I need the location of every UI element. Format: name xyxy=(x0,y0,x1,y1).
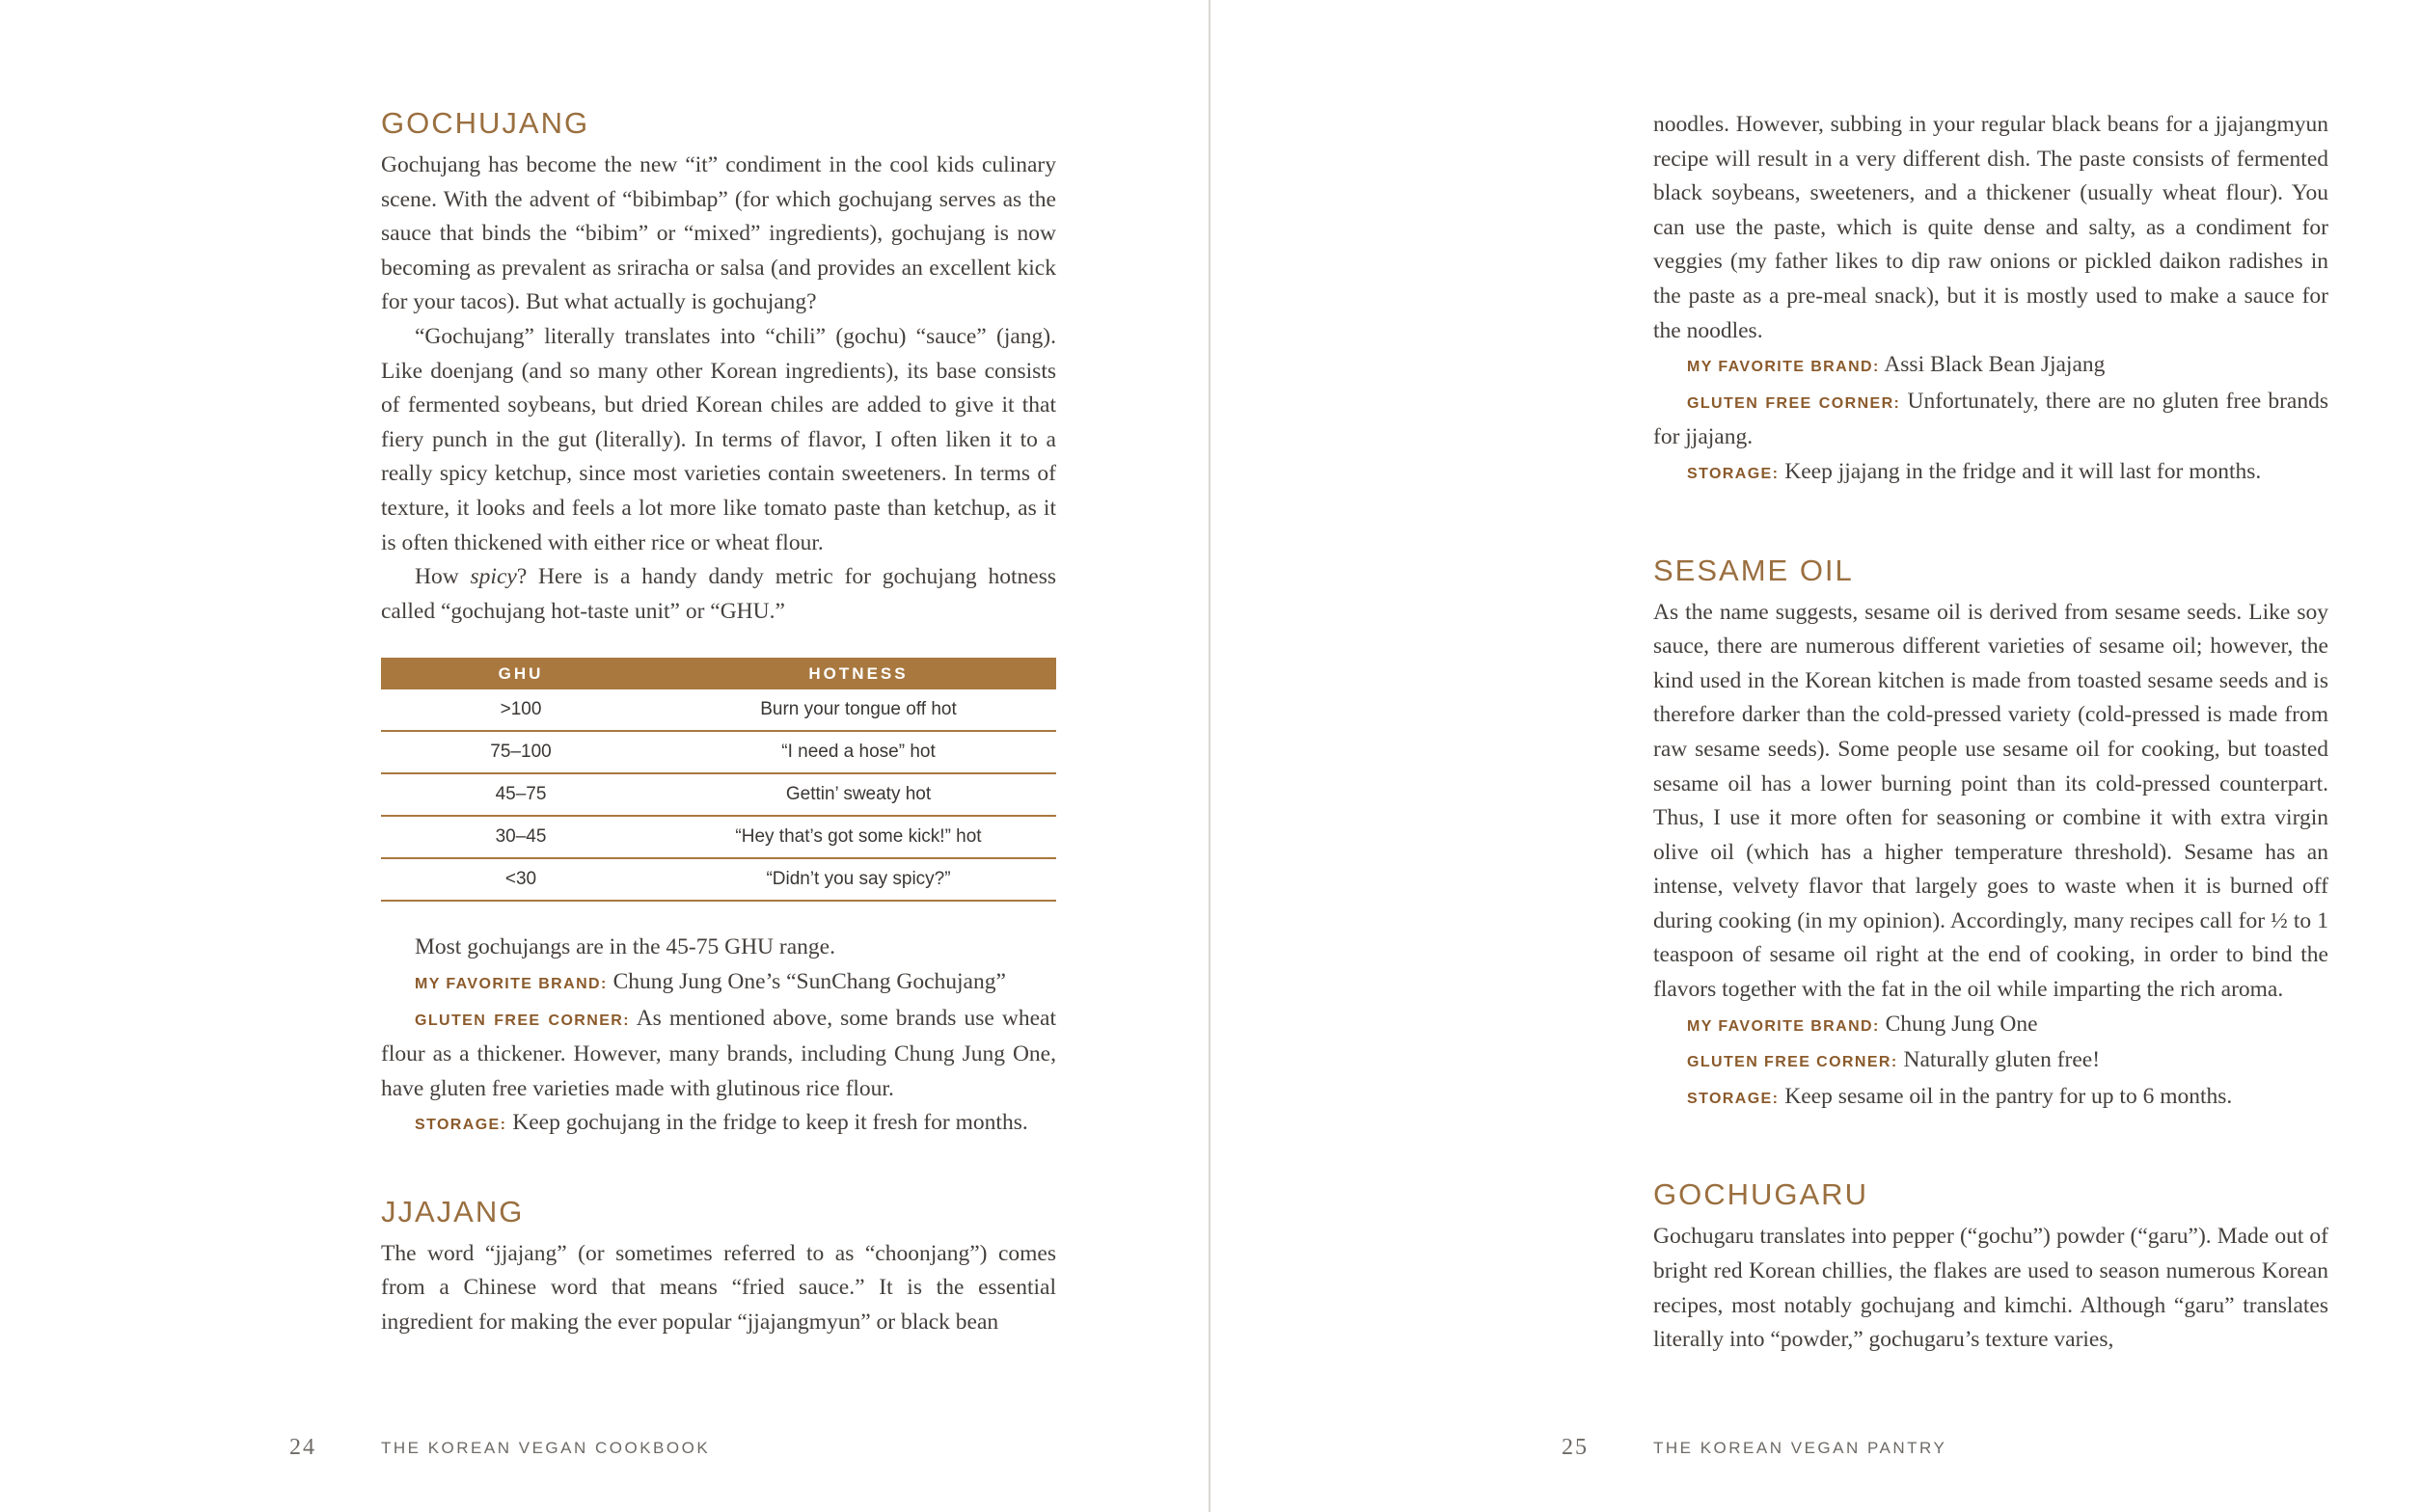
table-row xyxy=(381,773,1056,816)
table-cell-ghu: >100 xyxy=(381,689,661,731)
section-gap xyxy=(1653,492,2328,552)
table-cell-hotness: “Hey that’s got some kick!” hot xyxy=(661,816,1056,858)
table-row xyxy=(381,689,1056,731)
sesame-oil-heading: SESAME OIL xyxy=(1653,553,1854,587)
gochujang-paragraph-4: Most gochujangs are in the 45-75 GHU range. xyxy=(415,934,835,960)
right-column xyxy=(1653,108,2328,1358)
jjajang-continued-paragraph: noodles. However, subbing in your regular black beans for a jjajangmyun recipe will result in a very different dish. The paste consists of fermented black soybeans, sweeteners, and a thickener (usually wheat flour). You can use the paste, which is quite dense and salty, as a condiment for veggies (my father likes to dip raw onions or pickled daikon radishes in the paste as a pre-meal snack), but it is mostly used to make a sauce for the noodles. xyxy=(1653,112,2328,343)
gluten-free-label: GLUTEN FREE CORNER: xyxy=(1687,1054,1898,1071)
brand-label: MY FAVORITE BRAND: xyxy=(1687,1017,1880,1035)
gluten-free-text: Unfortunately, there are no gluten free brands for jjajang. xyxy=(1653,388,2328,450)
gochujang-heading: GOCHUJANG xyxy=(381,106,590,140)
section-gap xyxy=(1653,1116,2328,1175)
gluten-free-text: Naturally gluten free! xyxy=(1897,1047,2101,1073)
running-footer: THE KOREAN VEGAN PANTRY xyxy=(1653,1439,1947,1457)
left-page xyxy=(0,0,1209,1512)
table-cell-ghu: 30–45 xyxy=(381,816,661,858)
ghu-table xyxy=(381,658,1056,902)
storage-text: Keep gochujang in the fridge to keep it fresh for months. xyxy=(506,1110,1028,1136)
gochujang-brand xyxy=(381,965,1056,1002)
sesame-oil-paragraph-1: As the name suggests, sesame oil is derived from sesame seeds. Like soy sauce, there are numerous different varieties of sesame oil; however, the kind used in the Korean kitchen is made from toasted sesame seeds and is therefore darker than the cold-pressed variety (cold-pressed is made from raw sesame seeds). Some people use sesame oil for cooking, but toasted sesame oil has a lower burning point than its cold-pressed counterpart. Thus, I use it more often for seasoning or combine it with extra virgin olive oil (which has a higher temperature threshold). Sesame has an intense, velvety flavor that largely goes to waste when it is burned off during cooking (in my opinion). Accordingly, many recipes call for ½ to 1 teaspoon of sesame oil right at the end of cooking, in order to bind the flavors together with the fat in the oil while imparting the rich aroma. xyxy=(1653,599,2328,1003)
table-cell-ghu: 45–75 xyxy=(381,773,661,816)
jjajang-storage xyxy=(1653,455,2328,492)
table-row xyxy=(381,858,1056,901)
page-number: 24 xyxy=(289,1435,316,1460)
storage-label: STORAGE: xyxy=(1687,465,1780,482)
table-cell-hotness: “Didn’t you say spicy?” xyxy=(661,858,1056,901)
gochujang-paragraph-3 xyxy=(381,560,1056,629)
table-cell-hotness: Burn your tongue off hot xyxy=(661,689,1056,731)
sesame-oil-gluten-free xyxy=(1653,1043,2328,1080)
table-header-hotness: HOTNESS xyxy=(661,658,1056,689)
gochujang-paragraph-1: Gochujang has become the new “it” condiment in the cool kids culinary scene. With the advent of “bibimbap” (for which gochujang serves as the sauce that binds the “bibim” or “mixed” ingredients), gochujang is now becoming as prevalent as sriracha or salsa (and provides an excellent kick for your tacos). But what actually is gochujang? xyxy=(381,152,1056,315)
table-cell-hotness: Gettin’ sweaty hot xyxy=(661,773,1056,816)
brand-label: MY FAVORITE BRAND: xyxy=(415,975,608,992)
jjajang-paragraph-1: The word “jjajang” (or sometimes referred to as “choonjang”) comes from a Chinese word that means “fried sauce.” It is the essential ingredient for making the ever popular “jjajangmyun” or black bean xyxy=(381,1240,1056,1336)
gluten-free-text: As mentioned above, some brands use wheat flour as a thickener. However, many brands, including Chung Jung One, have gluten free varieties made with glutinous rice flour. xyxy=(381,1005,1056,1101)
page-divider xyxy=(1209,0,1210,1512)
gochugaru-paragraph-1: Gochugaru translates into pepper (“gochu”) powder (“garu”). Made out of bright red Korean chillies, the flakes are used to season numerous Korean recipes, most notably gochujang and kimchi. Although “garu” translates literally into “powder,” gochugaru’s texture varies, xyxy=(1653,1224,2328,1353)
table-cell-hotness: “I need a hose” hot xyxy=(661,731,1056,773)
jjajang-heading: JJAJANG xyxy=(381,1194,525,1228)
table-row xyxy=(381,816,1056,858)
page-number: 25 xyxy=(1562,1435,1589,1460)
jjajang-brand xyxy=(1653,348,2328,385)
gochujang-paragraph-2: “Gochujang” literally translates into “chili” (gochu) “sauce” (jang). Like doenjang (and so many other Korean ingredients), its base consists of fermented soybeans, but dried Korean chiles are added to give it that fiery punch in the gut (literally). In terms of flavor, I often liken it to a really spicy ketchup, since most varieties contain sweeteners. In terms of texture, it looks and feels a lot more like tomato paste than ketchup, as it is often thickened with either rice or wheat flour. xyxy=(381,323,1056,555)
p3-emphasis: spicy xyxy=(470,564,517,590)
gochujang-storage xyxy=(381,1106,1056,1143)
p3-before: How xyxy=(415,564,471,590)
gochujang-gluten-free xyxy=(381,1002,1056,1107)
brand-label: MY FAVORITE BRAND: xyxy=(1687,359,1880,376)
brand-text: Assi Black Bean Jjajang xyxy=(1879,352,2106,378)
table-cell-ghu: <30 xyxy=(381,858,661,901)
left-column xyxy=(381,104,1056,1340)
p3-after: ? Here is a handy dandy metric for gochujang hotness called “gochujang hot-taste unit” or “GHU.” xyxy=(381,564,1056,624)
sesame-oil-brand xyxy=(1653,1008,2328,1044)
table-row xyxy=(381,731,1056,773)
storage-label: STORAGE: xyxy=(1687,1090,1780,1107)
brand-text: Chung Jung One xyxy=(1879,1011,2038,1037)
storage-text: Keep jjajang in the fridge and it will last for months. xyxy=(1779,458,2262,484)
sesame-oil-storage xyxy=(1653,1080,2328,1117)
gluten-free-label: GLUTEN FREE CORNER: xyxy=(415,1012,630,1029)
running-footer: THE KOREAN VEGAN COOKBOOK xyxy=(381,1439,711,1457)
gochugaru-heading: GOCHUGARU xyxy=(1653,1177,1868,1212)
table-header-row xyxy=(381,658,1056,689)
brand-text: Chung Jung One’s “SunChang Gochujang” xyxy=(607,968,1006,994)
table-header-ghu: GHU xyxy=(381,658,661,689)
storage-text: Keep sesame oil in the pantry for up to 6 months. xyxy=(1779,1083,2233,1109)
section-gap xyxy=(381,1143,1056,1193)
jjajang-gluten-free xyxy=(1653,385,2328,455)
gluten-free-label: GLUTEN FREE CORNER: xyxy=(1687,394,1901,412)
table-cell-ghu: 75–100 xyxy=(381,731,661,773)
storage-label: STORAGE: xyxy=(415,1117,507,1134)
right-page xyxy=(1211,0,2420,1512)
